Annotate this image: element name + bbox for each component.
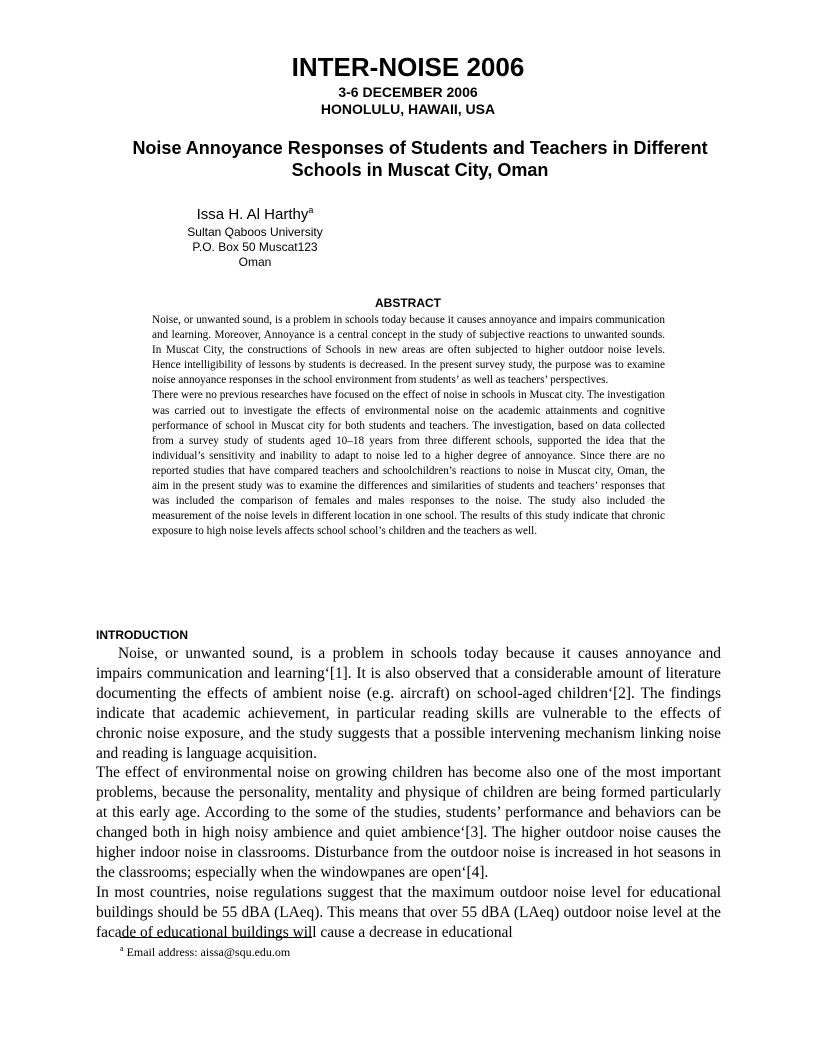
abstract-heading: ABSTRACT (375, 296, 441, 310)
footnote (120, 944, 290, 960)
author-footnote-marker: a (308, 205, 314, 215)
author-name-text: Issa H. Al Harthy (196, 206, 309, 223)
introduction-paragraph: Noise, or unwanted sound, is a problem in schools today because it causes annoyance and impairs communication and learning‘[1]. It is also observed that a considerable amount of literature documenting the effects of ambient noise (e.g. aircraft) on school-aged children‘[2]. The findings indicate that academic achievement, in particular reading skills are vulnerable to the effects of chronic noise exposure, and the study suggests that a possible intervening mechanism linking noise and reading is language acquisition. (96, 645, 721, 762)
author-name (170, 200, 340, 225)
conference-dates: 3-6 DECEMBER 2006 (338, 84, 478, 100)
paper-title: Noise Annoyance Responses of Students and Teachers in Different Schools in Muscat City, Oman (132, 138, 708, 180)
introduction-body (96, 644, 721, 943)
author-block (170, 200, 340, 270)
footnote-email: Email address: aissa@squ.edu.om (123, 945, 291, 959)
footnote-divider (120, 937, 312, 938)
author-affiliation: Sultan Qaboos University (187, 225, 323, 239)
abstract-paragraph: Noise, or unwanted sound, is a problem in schools today because it causes annoyance and impairs communication and learning. Moreover, Annoyance is a central concept in the study of subjective reactions to unwanted sounds. In Muscat City, the constructions of Schools in new areas are often subjected to higher outdoor noise levels. Hence intelligibility of lessons by students is decreased. In the present survey study, the purpose was to examine noise annoyance responses in the school environment from students’ as well as teachers’ perspectives. (152, 314, 665, 387)
abstract-body (152, 313, 665, 539)
introduction-paragraph: The effect of environmental noise on growing children has become also one of the most important problems, because the personality, mentality and physique of children are being formed particularly at this early age. According to the some of the studies, students’ performance and behaviors can be changed both in high noisy ambience and quiet ambience‘[3]. The higher outdoor noise causes the higher indoor noise in classrooms. Disturbance from the outdoor noise is increased in hot seasons in the classrooms; especially when the windowpanes are open‘[4]. (96, 764, 721, 881)
introduction-paragraph: In most countries, noise regulations suggest that the maximum outdoor noise level for educational buildings should be 55 dBA (LAeq). This means that over 55 dBA (LAeq) outdoor noise level at the facade of educational buildings will cause a decrease in educational (96, 883, 721, 941)
conference-location: HONOLULU, HAWAII, USA (320, 101, 496, 117)
introduction-heading: INTRODUCTION (96, 628, 188, 642)
conference-title: INTER-NOISE 2006 (291, 52, 525, 82)
footnote-marker: a (120, 944, 124, 953)
author-country: Oman (238, 255, 272, 269)
abstract-paragraph: There were no previous researches have focused on the effect of noise in schools in Muscat city. The investigation was carried out to investigate the effects of environmental noise on the academic attainments and cognitive performance of school in Muscat city for both students and teachers. The investigation, based on data collected from a survey study of students aged 10–18 years from three different schools, supported the idea that the individual’s sensitivity and inability to adapt to noise led to a higher degree of annoyance. Since there are no reported studies that have compared teachers and schoolchildren’s reactions to noise in Muscat city, Oman, the aim in the present study was to examine the differences and similarities of students and teachers’ responses that was included the comparison of females and males responses to the noise. The study also included the measurement of the noise levels in different location in one school. The results of this study indicate that chronic exposure to high noise levels affects school school’s children and the teachers as well. (152, 389, 665, 538)
author-address: P.O. Box 50 Muscat123 (192, 240, 318, 254)
